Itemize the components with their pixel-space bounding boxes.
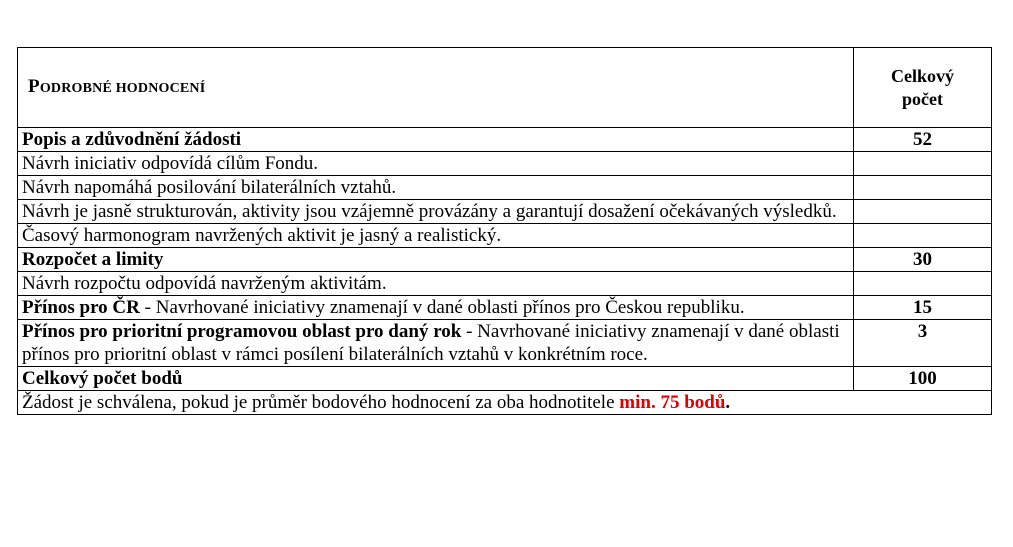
- criterion-text: Návrh je jasně strukturován, aktivity jsou vzájemně provázány a garantují dosažení očekávaných výsledků.: [18, 200, 854, 224]
- approval-note: [18, 391, 992, 415]
- table-title: [18, 48, 854, 128]
- total-label: Celkový počet bodů: [18, 367, 854, 391]
- table-row-total: [18, 367, 992, 391]
- approval-threshold: min. 75 bodů: [619, 392, 726, 413]
- table-row: [18, 176, 992, 200]
- criterion-text: [18, 320, 854, 367]
- criterion-score: 15: [854, 296, 992, 320]
- table-row: [18, 272, 992, 296]
- criterion-score: [854, 272, 992, 296]
- criterion-bold-label: Přínos pro prioritní programovou oblast pro daný rok: [22, 321, 462, 342]
- table-header-row: [18, 48, 992, 128]
- table-row-benefit-cr: [18, 296, 992, 320]
- criterion-description: - Navrhované iniciativy znamenají v dané oblasti přínos pro Českou republiku.: [139, 297, 745, 318]
- table-title-rest: ODROBNÉ HODNOCENÍ: [39, 81, 206, 96]
- criterion-score: [854, 200, 992, 224]
- criterion-score: [854, 152, 992, 176]
- section-score: 52: [854, 128, 992, 152]
- table-title-initial: P: [28, 76, 40, 97]
- table-row-benefit-priority: [18, 320, 992, 367]
- criterion-text: Návrh rozpočtu odpovídá navrženým aktivitám.: [18, 272, 854, 296]
- approval-note-text: Žádost je schválena, pokud je průměr bodového hodnocení za oba hodnotitele: [22, 392, 620, 413]
- evaluation-table: [17, 47, 992, 415]
- criterion-score: 3: [854, 320, 992, 367]
- criterion-text: Návrh iniciativ odpovídá cílům Fondu.: [18, 152, 854, 176]
- criterion-score: [854, 176, 992, 200]
- table-row-section-budget: [18, 248, 992, 272]
- criterion-text: Časový harmonogram navržených aktivit je jasný a realistický.: [18, 224, 854, 248]
- section-label: Popis a zdůvodnění žádosti: [18, 128, 854, 152]
- criterion-text: [18, 296, 854, 320]
- criterion-bold-label: Přínos pro ČR: [22, 297, 140, 318]
- table-row-section-description: [18, 128, 992, 152]
- criterion-text: Návrh napomáhá posilování bilaterálních vztahů.: [18, 176, 854, 200]
- table-row: [18, 224, 992, 248]
- table-row-footer: [18, 391, 992, 415]
- total-score: 100: [854, 367, 992, 391]
- score-column-header: [854, 48, 992, 128]
- section-label: Rozpočet a limity: [18, 248, 854, 272]
- approval-note-end: .: [725, 392, 731, 413]
- table-row: [18, 200, 992, 224]
- score-header-line1: Celkový: [891, 65, 954, 86]
- criterion-description: - Navrhované iniciativy znamenají v dané oblasti přínos pro prioritní oblast v rámci posílení bilaterálních vztahů v konkrétním roce.: [22, 321, 840, 365]
- criterion-score: [854, 224, 992, 248]
- section-score: 30: [854, 248, 992, 272]
- score-header-line2: počet: [902, 88, 943, 109]
- table-row: [18, 152, 992, 176]
